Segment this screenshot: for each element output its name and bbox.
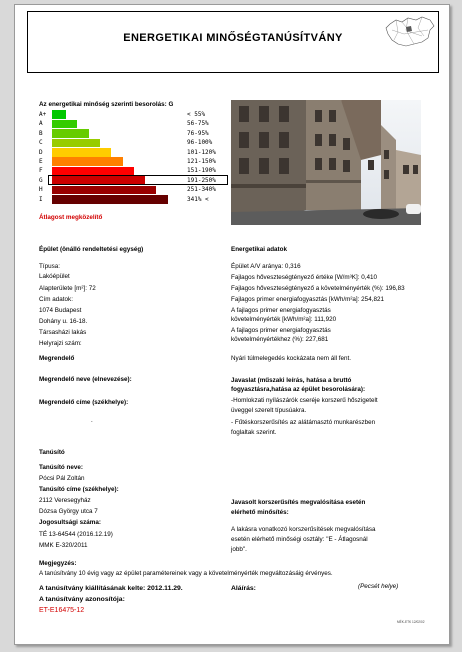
energy-class-letter: F — [39, 167, 43, 175]
certifier-address-label: Tanúsító címe (székhelye): — [39, 486, 119, 493]
certifier-address-line1: 2112 Veresegyház — [39, 497, 91, 504]
building-address-label: Cím adatok: — [39, 296, 73, 303]
building-photo — [231, 100, 421, 225]
proposal-heading-line2: fogyasztásra,hatása az épület besorolására): — [231, 386, 366, 393]
issue-date: A tanúsítvány kiállításának kelte: 2012.11.29. — [39, 585, 183, 592]
stamp-placeholder: (Pecsét helye) — [358, 583, 399, 590]
client-address-label: Megrendelő címe (székhelye): — [39, 399, 129, 406]
proposal-item2-line1: - Fűtéskorszerűsítés az alátámasztó munkarészben — [231, 419, 376, 426]
energy-class-range: 341% < — [187, 195, 209, 203]
energy-q: Fajlagos hőveszteségtényező értéke [W/m³K]: 0,410 — [231, 274, 377, 281]
energy-class-bar — [52, 120, 77, 129]
energy-class-bar — [52, 139, 100, 148]
energy-heading: Energetikai adatok — [231, 246, 287, 253]
energy-class-letter: H — [39, 186, 43, 194]
certificate-id-value: ET-E16475-12 — [39, 607, 85, 614]
client-heading: Megrendelő — [39, 355, 75, 362]
certifier-heading: Tanúsító — [39, 449, 65, 456]
signature-label: Aláírás: — [231, 585, 256, 592]
certifier-license-2: MMK E-320/2011 — [39, 542, 88, 549]
building-lot: Helyrajzi szám: — [39, 340, 82, 347]
certificate-page — [14, 4, 450, 645]
recommended-heading-line2: elérhető minősítés: — [231, 509, 289, 516]
energy-class-range: 56-75% — [187, 120, 209, 128]
building-unit: Társasházi lakás — [39, 329, 87, 336]
recommended-text-line1: A lakásra vonatkozó korszerűsítések megvalósítása — [231, 526, 376, 533]
energy-class-range: 96-100% — [187, 139, 213, 147]
rating-heading: Az energetikai minőség szerinti besorolás: G — [39, 101, 174, 108]
client-address-value: . — [91, 417, 93, 424]
building-type-value: Lakóépület — [39, 273, 70, 280]
proposal-heading-line1: Javaslat (műszaki leírás, hatása a bruttó — [231, 377, 352, 384]
energy-class-letter: B — [39, 129, 43, 137]
energy-class-letter: C — [39, 139, 43, 147]
energy-class-range: 101-120% — [187, 148, 216, 156]
building-heading: Épület (önálló rendeltetési egység) — [39, 246, 144, 253]
energy-ep-req-line1: A fajlagos primer energiafogyasztás — [231, 307, 331, 314]
certifier-license-label: Jogosultsági száma: — [39, 519, 101, 526]
proposal-item1-line2: üveggel szerelt típusúakra. — [231, 407, 307, 414]
building-address-line1: 1074 Budapest — [39, 307, 82, 314]
energy-class-bar — [52, 157, 123, 166]
building-area: Alapterülete [m²]: 72 — [39, 285, 96, 292]
energy-class-range: 251-340% — [187, 186, 216, 194]
energy-scale — [39, 110, 229, 205]
recommended-text-line3: jobb". — [231, 546, 247, 553]
current-class-marker — [48, 175, 228, 185]
energy-class-range: < 55% — [187, 111, 206, 118]
form-version: MÉK-ETK 12/02/02 — [397, 620, 425, 624]
energy-ep-pct-line1: A fajlagos primer energiafogyasztás — [231, 327, 331, 334]
energy-class-bar — [52, 195, 168, 204]
energy-class-letter: D — [39, 148, 43, 156]
energy-class-letter: G — [39, 176, 43, 184]
remarks-text: A tanúsítvány 10 évig vagy az épület paramétereinek vagy a követelményérték megváltozásáig érvényes. — [39, 570, 333, 577]
energy-summer-risk: Nyári túlmelegedés kockázata nem áll fent. — [231, 355, 352, 362]
certificate-title: ENERGETIKAI MINŐSÉGTANÚSÍTVÁNY — [123, 32, 343, 44]
energy-q-req: Fajlagos hőveszteségtényező a követelményérték (%): 196,83 — [231, 285, 405, 292]
certifier-name-label: Tanúsító neve: — [39, 464, 83, 471]
certifier-license-1: TÉ 13-64544 (2016.12.19) — [39, 531, 113, 538]
energy-class-letter: E — [39, 158, 43, 165]
certifier-address-line2: Dózsa György utca 7 — [39, 508, 98, 515]
energy-class-range: 191-250% — [187, 176, 216, 184]
client-name-label: Megrendelő neve (elnevezése): — [39, 376, 132, 383]
certificate-id-label: A tanúsítvány azonosítója: — [39, 596, 125, 603]
energy-class-bar — [52, 129, 89, 138]
energy-class-letter: A+ — [39, 111, 47, 118]
certifier-name-value: Pócsi Pál Zoltán — [39, 475, 85, 482]
energy-class-bar — [52, 186, 156, 195]
rating-verdict: Átlagost megközelítő — [39, 214, 103, 221]
energy-class-letter: A — [39, 120, 43, 128]
energy-ep-pct-line2: követelményértékhez (%): 227,681 — [231, 336, 329, 343]
title-box — [27, 11, 439, 73]
energy-av: Épület A/V aránya: 0,316 — [231, 263, 301, 270]
energy-class-letter: I — [39, 195, 43, 203]
energy-class-range: 151-190% — [187, 167, 216, 175]
recommended-heading-line1: Javasolt korszerűsítés megvalósítása esetén — [231, 499, 366, 506]
energy-ep-req-line2: követelményérték [kWh/m²a]: 111,920 — [231, 316, 337, 323]
energy-ep: Fajlagos primer energiafogyasztás [kWh/m²a]: 254,821 — [231, 296, 384, 303]
energy-class-bar — [52, 148, 111, 157]
building-address-line2: Dohány u. 16-18. — [39, 318, 88, 325]
proposal-item2-line2: foglaltak szerint. — [231, 429, 277, 436]
remarks-heading: Megjegyzés: — [39, 560, 77, 567]
energy-class-bar — [52, 110, 66, 119]
energy-class-bar — [52, 167, 134, 176]
energy-class-range: 76-95% — [187, 129, 209, 137]
energy-class-range: 121-150% — [187, 158, 216, 165]
proposal-item1-line1: -Homlokzati nyílászárók cseréje korszerű hőszigetelt — [231, 397, 378, 404]
hungary-map-icon — [384, 14, 436, 50]
recommended-text-line2: esetén elérhető minőségi osztály: "E - Átlagosnál — [231, 536, 368, 543]
building-type-label: Típusa: — [39, 263, 60, 270]
